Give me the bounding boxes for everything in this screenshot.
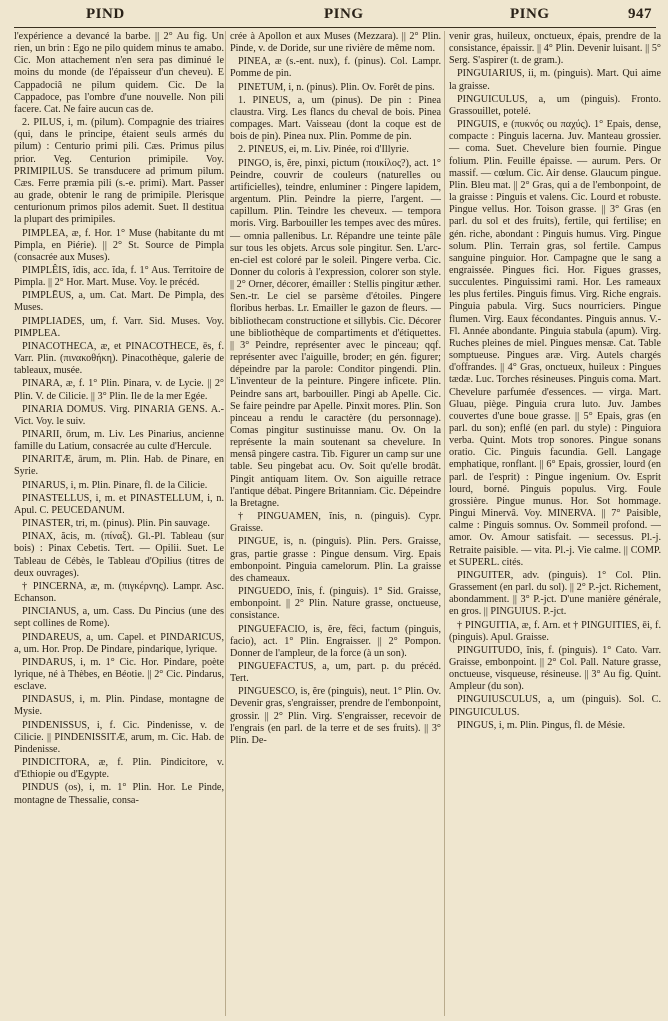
dictionary-entry: PINDICITORA, æ, f. Plin. Pindicitore, v. d'Ethiopie ou d'Egypte. [14, 757, 224, 781]
dictionary-entry: † PINCERNA, æ, m. (πιγκέρνης). Lampr. Asc. Echanson. [14, 580, 224, 605]
dictionary-entry: 1. PINEUS, a, um (pinus). De pin : Pinea claustra. Virg. Les flancs du cheval de bois. Pinea compages. Mart. Vaisseau (dont la coque est de bois de pin). Pinea nux. Plin. Pomme de pin. [230, 94, 441, 143]
dictionary-entry: PINDUS (os), i, m. 1° Plin. Hor. Le Pinde, montagne de Thessalie, consa- [14, 782, 224, 806]
dictionary-entry: PINARII, ōrum, m. Liv. Les Pinarius, ancienne famille du Latium, consacrée au culte d'Hercule. [14, 429, 224, 453]
dictionary-entry: 2. PILUS, i, m. (pilum). Compagnie des triaires (qui, dans le principe, étaient seuls armés du pilum) : Centurio primi pili. Cæs. Primus pilus prior. Veg. Centurion primipile. Voy. PRIMIPILUS. Se transducere ad primum pilum. Cæs. Ferre præmia pili (s.-e. primi). Mart. Passer au grade, obtenir le rang de primipile. Plerisque centurionum primos pilos ademit. Suet. Il destitua la plupart des primipiles. [14, 117, 224, 226]
dictionary-entry: PINARIA DOMUS. Virg. PINARIA GENS. A.-Vict. Voy. le suiv. [14, 403, 224, 427]
dictionary-entry: 2. PINEUS, ei, m. Liv. Pinée, roi d'Illyrie. [238, 144, 409, 156]
column-3 [444, 31, 661, 1016]
dictionary-entry: PIMPLÊIS, ĭdis, acc. ĭda, f. 1° Aus. Territoire de Pimpla. || 2° Hor. Mart. Muse. Voy. le précéd. [14, 264, 224, 289]
dictionary-entry: PINDAREUS, a, um. Capel. et PINDARICUS, a, um. Hor. Prop. De Pindare, pindarique, lyrique. [14, 631, 224, 655]
dictionary-entry: PINGO, is, ĕre, pinxi, pictum (ποικίλος?), act. 1° Peindre, couvrir de couleurs (naturelles ou artificielles), teindre, enluminer : Pingere lapidem, argentum. Plin. Peindre la pierre, l'argent. — capillum. Plin. Teindre les cheveux. — tempora moris. Virg. Barbouiller les tempes avec des mûres. — omnia pallenibus. Lr. Répandre une teinte pâle sur tous les objets. Arcus sole pingitur. Sen. L'arc-en-ciel est coloré par le soleil. Pingere verba. Cic. Donner du coloris à l'expression, colorer son style. || 2° Orner, décorer, émailler : Stellis pingitur æther. Sen.-tr. Le ciel se parsème d'étoiles. Pingere floribus herbas. Lr. Emailler le gazon de fleurs. — bibliothecam constructione et sillybis. Cic. Décorer une bibliothèque de compartiments et d'étiquettes. || 3° Peindre, représenter avec le pinceau; qqf. représenter avec l'aiguille, broder; en gén. figurer; dépeindre par la parole: Conditor pingendi. Plin. L'inventeur de la peinture. Pingere inficete. Plin. Peindre sans art, barbouiller. Pingi ab Apelle. Cic. Se faire peindre par Apelle. Pinxit mores. Plin. Son pinceau a rendu le caractère (du personnage). Comas pingitur sustinuisse manu. Ov. On la représente la main soutenant sa chevelure. In mensâ pingere castra. Tib. Figurer un camp sur une table. Seu pingebat acu. Ov. Soit qu'elle brodât. Pingit antiquam litem. Ov. Son aiguille retrace l'antique débat. Pingere Britanniam. Cic. Dépeindre la Bretagne. [230, 157, 441, 509]
dictionary-entry: PIMPLĒUS, a, um. Cat. Mart. De Pimpla, des Muses. [14, 290, 224, 314]
dictionary-entry: PINGUIUSCULUS, a, um (pinguis). Sol. C. PINGUICULUS. [449, 694, 661, 718]
dictionary-entry: PINARITÆ, ārum, m. Plin. Hab. de Pinare, en Syrie. [14, 454, 224, 478]
head-left-word: PIND [86, 6, 125, 22]
header-rule [14, 27, 656, 28]
dictionary-entry: PINACOTHECA, æ, et PINACOTHECE, ēs, f. Varr. Plin. (πινακοθήκη). Pinacothèque, galerie de tableaux, musée. [14, 340, 224, 377]
dictionary-entry: PINGUEDO, ĭnis, f. (pinguis). 1° Sid. Graisse, embonpoint. || 2° Plin. Nature grasse, onctueuse, consistance. [230, 586, 441, 622]
column-1 [14, 31, 224, 1016]
dictionary-entry: PINGUIS, e (πυκνός ou παχύς). 1° Epais, dense, compacte : Pinguis lacerna. Juv. Manteau grossier. — coma. Suet. Chevelure bien fournie. Pingue folium. Plin. Feuille épaisse. — aurum. Pers. Or massif. — cœlum. Cic. Air dense. Glaucum pingue. Plin. Bleu mat. || 2° Gras, qui a de l'embonpoint, de la graisse : Pinguis et valens. Cic. Lourd et robuste. Pingue vellus. Hor. Toison grasse. || 3° Gras (en parl. du sol et des fruits), fertile, qui fertilise; en gén. riche, abondant : Pinguis humus. Virg. Pingue solum. Plin. Terrain gras, sol fertile. Campus sanguine pinguior. Hor. Campagne que le sang a engraissée. Pingues fici. Hor. Figues grasses, succulentes. Pinguissimi rami. Hor. Les rameaux les plus fertiles. Pinguis fimus. Virg. Riche engrais. Pinguia pabula. Virg. Sucs nourriciers. Pingue flumen. Virg. Eaux fécondantes. Pinguis annus. V.-Fl. Année abondante. Pinguia stabula (apum). Virg. Ruches pleines de miel. Pingues mensæ. Cat. Table somptueuse. Pingues aræ. Virg. Autels chargés d'offrandes. || 4° Gras, onctueux, huileux : Pingues tædæ. Luc. Torches résineuses. Pinguis coma. Mart. Chevelure parfumée d'essences. — virga. Mart. Gluau, piège. Pinguia crura luto. Juv. Jambes couvertes d'une boue grasse. || 5° Epais, gras (en parl. du son); enflé (en parl. du style) : Pinguiora verba. Quint. Mots trop sonores. Pingue sonans oratio. Cic. Pinguis facundia. Gell. Langage emphatique, ronflant. || 6° Epais, grossier, lourd (en parl. de l'esprit) : Pingue ingenium. Ov. Esprit lourd, borné. Pinguis populus. Virg. Foule grossière. Pingue munus. Hor. Sot hommage. Pingui Minervâ. Voy. MINERVA. || 7° Paisible, calme : Pinguis somnus. Ov. Sommeil profond. — amor. Ov. Amour satisfait. — secessus. Pl.-j. Retraite paisible. — vita. Pl.-j. Vie calme. || COMP. et SUPERL. cités. [449, 119, 661, 568]
dictionary-entry: PINASTELLUS, i, m. et PINASTELLUM, i, n. Apul. C. PEUCEDANUM. [14, 492, 224, 516]
dictionary-entry: † PINGUAMEN, ĭnis, n. (pinguis). Cypr. Graisse. [230, 511, 441, 535]
page-number: 947 [628, 6, 652, 22]
dictionary-entry: PINDARUS, i, m. 1° Cic. Hor. Pindare, poète lyrique, né à Thèbes, en Béotie. || 2° Cic. Pindarus, esclave. [14, 656, 224, 693]
column-2 [225, 31, 441, 1016]
head-center-word: PING [324, 6, 364, 22]
dictionary-entry: PINEA, æ (s.-ent. nux), f. (pinus). Col. Lampr. Pomme de pin. [230, 56, 441, 80]
dictionary-entry: PINDENISSUS, i, f. Cic. Pindenisse, v. de Cilicie. || PINDENISSITÆ, arum, m. Cic. Hab. de Pindenisse. [14, 719, 224, 755]
dictionary-entry: PINETUM, i, n. (pinus). Plin. Ov. Forêt de pins. [238, 81, 435, 93]
dictionary-entry: PINCIANUS, a, um. Cass. Du Pincius (une des sept collines de Rome). [14, 606, 224, 630]
dictionary-entry: crée à Apollon et aux Muses (Mezzara). || 2° Plin. Pinde, v. de Doride, sur une rivière de même nom. [230, 31, 441, 55]
dictionary-entry: PINGUIARIUS, ii, m. (pinguis). Mart. Qui aime la graisse. [449, 68, 661, 92]
dictionary-entry: l'expérience a devancé la barbe. || 2° Au fig. Un rien, un brin : Ego ne pilo quidem minus te amabo. Cic. Mon attachement n'en sera pas diminué le moins du monde (de l'épaisseur d'un cheveu). E Cappadociâ ne pilum quidem. Cic. De la Cappadoce, pas l'ombre d'une nouvelle. Non pili facere. Cat. Ne faire aucun cas de. [14, 31, 224, 115]
dictionary-entry: PINASTER, tri, m. (pinus). Plin. Pin sauvage. [22, 518, 210, 530]
running-head [14, 6, 654, 28]
dictionary-entry: PINARUS, i, m. Plin. Pinare, fl. de la Cilicie. [22, 479, 208, 491]
head-right-word: PING [510, 6, 550, 22]
dictionary-entry: PINGUITUDO, ĭnis, f. (pinguis). 1° Cato. Varr. Graisse, embonpoint. || 2° Col. Pall. Nature grasse, onctueuse, visqueuse, résineuse. || 3° Au fig. Quint. Ampleur (du son). [449, 644, 661, 693]
dictionary-entry: PINAX, ăcis, m. (πίναξ). Gl.-Pl. Tableau (sur bois) : Pinax Cebetis. Tert. — Opilii. Suet. Le Tableau de Cébès, le Tableau d'Opilius (titres de deux ouvrages). [14, 531, 224, 579]
dictionary-entry: PINARA, æ, f. 1° Plin. Pinara, v. de Lycie. || 2° Plin. V. de Cilicie. || 3° Plin. Ile de la mer Egée. [14, 378, 224, 402]
dictionary-entry: PINGUS, i, m. Plin. Pingus, fl. de Mésie. [457, 719, 626, 731]
dictionary-entry: PINDASUS, i, m. Plin. Pindase, montagne de Mysie. [14, 694, 224, 718]
dictionary-entry: PINGUESCO, is, ĕre (pinguis), neut. 1° Plin. Ov. Devenir gras, s'engraisser, prendre de l'embonpoint, grossir. || 2° Plin. Virg. S'engraisser, recevoir de l'engrais (en parl. de la terre et de ses fruits). || 3° Plin. De- [230, 686, 441, 746]
dictionary-entry: PINGUE, is, n. (pinguis). Plin. Pers. Graisse, gras, partie grasse : Pingue densum. Virg. Epais embonpoint. Pinguia camelorum. Plin. La graisse des chameaux. [230, 536, 441, 584]
dictionary-entry: PINGUICULUS, a, um (pinguis). Fronto. Grassouillet, potelé. [449, 93, 661, 117]
dictionary-entry: PINGUEFACIO, is, ĕre, fēci, factum (pinguis, facio), act. 1° Plin. Engraisser. || 2° Pompon. Donner de l'ampleur, de la force (à un son). [230, 623, 441, 659]
dictionary-entry: PIMPLIADES, um, f. Varr. Sid. Muses. Voy. PIMPLEA. [14, 315, 224, 339]
dictionary-entry: PIMPLEA, æ, f. Hor. 1° Muse (habitante du mt Pimpla, en Piérie). || 2° St. Source de Pimpla (consacrée aux Muses). [14, 227, 224, 263]
dictionary-entry: † PINGUITIA, æ, f. Arn. et † PINGUITIES, ēi, f. (pinguis). Apul. Graisse. [449, 619, 661, 643]
dictionary-entry: PINGUEFACTUS, a, um, part. p. du précéd. Tert. [230, 660, 441, 685]
dictionary-entry: venir gras, huileux, onctueux, épais, prendre de la consistance, épaissir. || 4° Plin. Devenir luisant. || 5° Serg. S'aspirer (t. de gram.). [449, 31, 661, 67]
dictionary-entry: PINGUITER, adv. (pinguis). 1° Col. Plin. Grassement (en parl. du sol). || 2° P.-jct. Richement, abondamment. || 3° P.-jct. D'une manière générale, en gros. || PINGUIUS. P.-jct. [449, 569, 661, 618]
